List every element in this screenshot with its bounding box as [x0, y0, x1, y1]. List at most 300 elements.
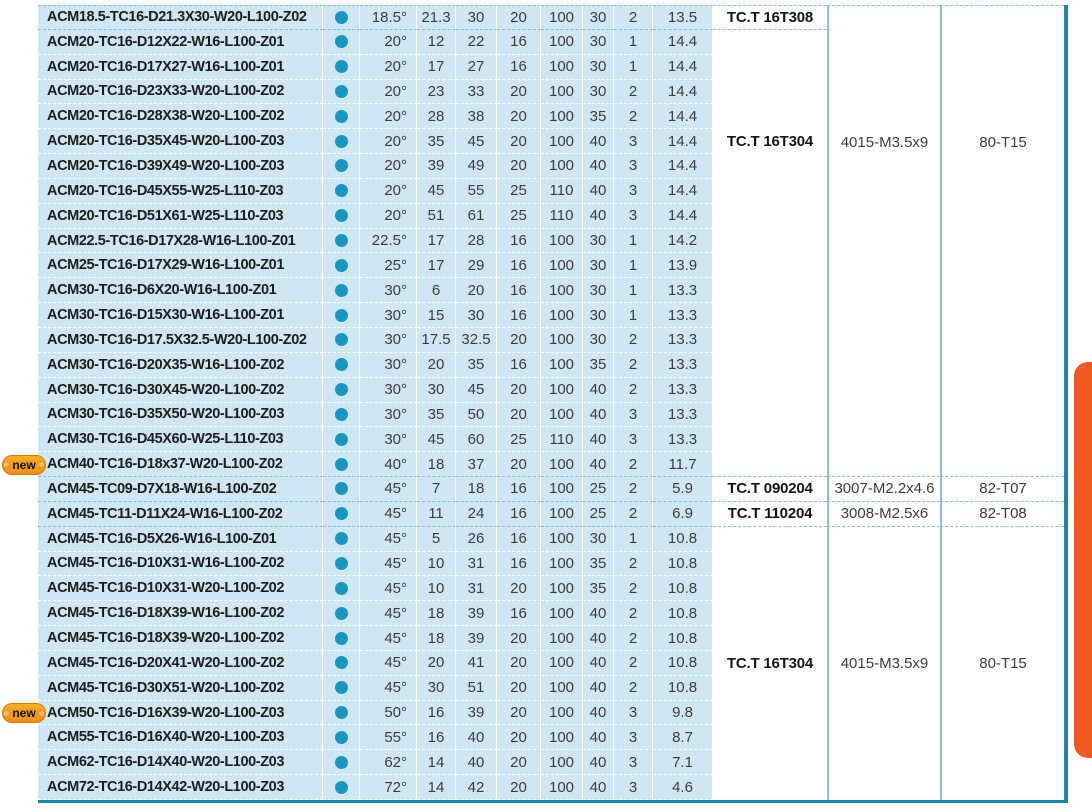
screw-label: 4015-M3.5x9 — [840, 133, 929, 151]
cell-d: 18 — [417, 626, 456, 651]
availability-dot — [335, 731, 348, 744]
cell-d: 16 — [417, 701, 456, 726]
cell-D: 22 — [456, 30, 497, 55]
cell-dot — [323, 502, 360, 527]
cell-D: 26 — [456, 527, 497, 552]
cell-L: 100 — [541, 502, 583, 527]
cell-D: 20 — [456, 278, 497, 303]
cell-D: 18 — [456, 477, 497, 502]
cell-z: 3 — [614, 179, 653, 204]
cell-D: 40 — [456, 750, 497, 775]
new-badge — [2, 703, 46, 723]
availability-dot — [335, 681, 348, 694]
insert-label: TC.T 110204 — [727, 505, 813, 523]
cell-d: 6 — [417, 278, 456, 303]
cell-W: 16 — [497, 353, 541, 378]
new-badge-label: new — [12, 457, 36, 472]
cell-L: 100 — [541, 477, 583, 502]
merged-cell-key — [940, 502, 1064, 527]
cell-z: 1 — [614, 30, 653, 55]
cell-W: 20 — [497, 154, 541, 179]
cell-dot — [323, 229, 360, 254]
cell-D: 31 — [456, 576, 497, 601]
cell-ap: 30 — [583, 229, 614, 254]
cell-W: 20 — [497, 676, 541, 701]
cell-W: 20 — [497, 750, 541, 775]
cell-ap: 40 — [583, 179, 614, 204]
cell-wt: 6.9 — [653, 502, 713, 527]
cell-wt: 14.4 — [653, 129, 713, 154]
cell-wt: 14.4 — [653, 204, 713, 229]
cell-d: 17 — [417, 229, 456, 254]
availability-dot — [335, 656, 348, 669]
cell-wt: 10.8 — [653, 601, 713, 626]
cell-d: 51 — [417, 204, 456, 229]
availability-dot — [335, 632, 348, 645]
cell-z: 3 — [614, 775, 653, 800]
cell-angle: 55° — [360, 725, 417, 750]
cell-W: 20 — [497, 328, 541, 353]
cell-code: ACM20-TC16-D28X38-W20-L100-Z02 — [38, 104, 323, 129]
cell-z: 2 — [614, 576, 653, 601]
insert-label: TC.T 090204 — [727, 480, 813, 498]
cell-W: 25 — [497, 427, 541, 452]
cell-angle: 45° — [360, 552, 417, 577]
insert-label: TC.T 16T308 — [726, 8, 814, 26]
cell-W: 16 — [497, 527, 541, 552]
merged-cell-insert — [713, 5, 827, 30]
cell-W: 20 — [497, 626, 541, 651]
cell-ap: 35 — [583, 353, 614, 378]
cell-wt: 10.8 — [653, 552, 713, 577]
cell-d: 21.3 — [417, 5, 456, 30]
cell-z: 3 — [614, 701, 653, 726]
cell-wt: 10.8 — [653, 651, 713, 676]
cell-wt: 13.3 — [653, 303, 713, 328]
cell-d: 17 — [417, 55, 456, 80]
screw-label: 3007-M2.2x4.6 — [834, 480, 935, 498]
cell-ap: 25 — [583, 477, 614, 502]
availability-dot — [335, 135, 348, 148]
availability-dot — [335, 358, 348, 371]
cell-angle: 20° — [360, 55, 417, 80]
cell-W: 16 — [497, 253, 541, 278]
cell-angle: 45° — [360, 626, 417, 651]
cell-ap: 30 — [583, 527, 614, 552]
cell-dot — [323, 353, 360, 378]
cell-z: 1 — [614, 55, 653, 80]
cell-angle: 40° — [360, 452, 417, 477]
cell-angle: 20° — [360, 80, 417, 105]
cell-code: ACM30-TC16-D30X45-W20-L100-Z02 — [38, 378, 323, 403]
cell-code: ACM30-TC16-D15X30-W16-L100-Z01 — [38, 303, 323, 328]
cell-L: 100 — [541, 303, 583, 328]
availability-dot — [335, 706, 348, 719]
availability-dot — [335, 582, 348, 595]
cell-ap: 25 — [583, 502, 614, 527]
cell-z: 3 — [614, 154, 653, 179]
cell-z: 2 — [614, 601, 653, 626]
cell-angle: 25° — [360, 253, 417, 278]
cell-L: 100 — [541, 80, 583, 105]
cell-D: 28 — [456, 229, 497, 254]
cell-wt: 14.4 — [653, 154, 713, 179]
cell-ap: 40 — [583, 378, 614, 403]
cell-ap: 30 — [583, 55, 614, 80]
cell-dot — [323, 452, 360, 477]
cell-D: 42 — [456, 775, 497, 800]
cell-dot — [323, 204, 360, 229]
cell-z: 2 — [614, 651, 653, 676]
cell-W: 20 — [497, 725, 541, 750]
cell-W: 16 — [497, 601, 541, 626]
cell-W: 25 — [497, 179, 541, 204]
cell-L: 100 — [541, 154, 583, 179]
cell-dot — [323, 30, 360, 55]
page-edge-tab — [1074, 362, 1092, 758]
cell-wt: 13.3 — [653, 403, 713, 428]
cell-D: 49 — [456, 154, 497, 179]
cell-z: 3 — [614, 427, 653, 452]
cell-code: ACM25-TC16-D17X29-W16-L100-Z01 — [38, 253, 323, 278]
cell-ap: 35 — [583, 104, 614, 129]
cell-angle: 30° — [360, 403, 417, 428]
cell-wt: 13.3 — [653, 328, 713, 353]
cell-L: 100 — [541, 626, 583, 651]
cell-W: 20 — [497, 701, 541, 726]
cell-ap: 30 — [583, 30, 614, 55]
cell-W: 16 — [497, 502, 541, 527]
cell-W: 20 — [497, 80, 541, 105]
cell-angle: 50° — [360, 701, 417, 726]
cell-L: 100 — [541, 651, 583, 676]
key-label: 82-T08 — [979, 505, 1027, 523]
cell-code: ACM20-TC16-D23X33-W20-L100-Z02 — [38, 80, 323, 105]
availability-dot — [335, 458, 348, 471]
availability-dot — [335, 60, 348, 73]
cell-ap: 40 — [583, 626, 614, 651]
cell-D: 39 — [456, 626, 497, 651]
cell-z: 2 — [614, 626, 653, 651]
cell-L: 100 — [541, 55, 583, 80]
cell-d: 17.5 — [417, 328, 456, 353]
cell-D: 40 — [456, 725, 497, 750]
cell-wt: 7.1 — [653, 750, 713, 775]
cell-z: 3 — [614, 750, 653, 775]
badge-ornament-icon — [3, 710, 10, 717]
availability-dot — [335, 756, 348, 769]
cell-ap: 35 — [583, 552, 614, 577]
cell-code: ACM30-TC16-D45X60-W25-L110-Z03 — [38, 427, 323, 452]
cell-ap: 35 — [583, 576, 614, 601]
cell-wt: 10.8 — [653, 626, 713, 651]
cell-dot — [323, 378, 360, 403]
cell-L: 110 — [541, 204, 583, 229]
cell-code: ACM55-TC16-D16X40-W20-L100-Z03 — [38, 725, 323, 750]
cell-dot — [323, 303, 360, 328]
cell-L: 100 — [541, 452, 583, 477]
cell-d: 7 — [417, 477, 456, 502]
availability-dot — [335, 85, 348, 98]
cell-angle: 22.5° — [360, 229, 417, 254]
cell-D: 33 — [456, 80, 497, 105]
cell-code: ACM20-TC16-D45X55-W25-L110-Z03 — [38, 179, 323, 204]
cell-ap: 40 — [583, 775, 614, 800]
merged-cell-key — [940, 5, 1064, 477]
cell-d: 45 — [417, 427, 456, 452]
cell-D: 27 — [456, 55, 497, 80]
availability-dot — [335, 507, 348, 520]
cell-L: 100 — [541, 278, 583, 303]
cell-L: 100 — [541, 353, 583, 378]
availability-dot — [335, 383, 348, 396]
cell-dot — [323, 104, 360, 129]
badge-ornament-icon — [38, 710, 45, 717]
cell-d: 11 — [417, 502, 456, 527]
cell-z: 1 — [614, 253, 653, 278]
cell-d: 10 — [417, 552, 456, 577]
cell-L: 110 — [541, 427, 583, 452]
cell-L: 100 — [541, 253, 583, 278]
cell-L: 100 — [541, 328, 583, 353]
cell-code: ACM45-TC16-D30X51-W20-L100-Z02 — [38, 676, 323, 701]
cell-code: ACM45-TC16-D5X26-W16-L100-Z01 — [38, 527, 323, 552]
cell-dot — [323, 576, 360, 601]
cell-L: 100 — [541, 527, 583, 552]
cell-D: 31 — [456, 552, 497, 577]
cell-code: ACM50-TC16-D16X39-W20-L100-Z03 — [38, 701, 323, 726]
cell-code: ACM45-TC11-D11X24-W16-L100-Z02 — [38, 502, 323, 527]
cell-W: 20 — [497, 651, 541, 676]
availability-dot — [335, 11, 348, 24]
cell-ap: 40 — [583, 403, 614, 428]
cell-angle: 20° — [360, 154, 417, 179]
cell-L: 100 — [541, 129, 583, 154]
cell-angle: 30° — [360, 378, 417, 403]
cell-dot — [323, 80, 360, 105]
cell-W: 20 — [497, 452, 541, 477]
cell-L: 100 — [541, 5, 583, 30]
insert-label: TC.T 16T304 — [726, 132, 814, 150]
cell-angle: 30° — [360, 303, 417, 328]
cell-d: 35 — [417, 403, 456, 428]
cell-ap: 30 — [583, 5, 614, 30]
cell-L: 100 — [541, 775, 583, 800]
cell-dot — [323, 750, 360, 775]
availability-dot — [335, 607, 348, 620]
cell-D: 38 — [456, 104, 497, 129]
cell-z: 1 — [614, 527, 653, 552]
cell-W: 20 — [497, 775, 541, 800]
cell-D: 37 — [456, 452, 497, 477]
cell-z: 3 — [614, 129, 653, 154]
cell-code: ACM18.5-TC16-D21.3X30-W20-L100-Z02 — [38, 5, 323, 30]
cell-L: 100 — [541, 601, 583, 626]
cell-z: 2 — [614, 477, 653, 502]
cell-d: 18 — [417, 601, 456, 626]
availability-dot — [335, 532, 348, 545]
cell-ap: 40 — [583, 676, 614, 701]
cell-code: ACM45-TC16-D18X39-W20-L100-Z02 — [38, 626, 323, 651]
cell-angle: 20° — [360, 179, 417, 204]
availability-dot — [335, 184, 348, 197]
cell-ap: 40 — [583, 651, 614, 676]
cell-dot — [323, 701, 360, 726]
cell-code: ACM40-TC16-D18x37-W20-L100-Z02 — [38, 452, 323, 477]
availability-dot — [335, 482, 348, 495]
cell-d: 23 — [417, 80, 456, 105]
availability-dot — [335, 557, 348, 570]
key-label: 80-T15 — [979, 133, 1027, 151]
cell-angle: 20° — [360, 204, 417, 229]
cell-L: 100 — [541, 576, 583, 601]
availability-dot — [335, 408, 348, 421]
cell-dot — [323, 129, 360, 154]
cell-W: 16 — [497, 477, 541, 502]
cell-wt: 13.3 — [653, 378, 713, 403]
cell-wt: 10.8 — [653, 527, 713, 552]
cell-L: 100 — [541, 750, 583, 775]
availability-dot — [335, 209, 348, 222]
cell-W: 20 — [497, 378, 541, 403]
cell-code: ACM20-TC16-D35X45-W20-L100-Z03 — [38, 129, 323, 154]
badge-ornament-icon — [38, 461, 45, 468]
key-label: 80-T15 — [979, 654, 1027, 672]
cell-dot — [323, 154, 360, 179]
cell-code: ACM20-TC16-D12X22-W16-L100-Z01 — [38, 30, 323, 55]
merged-cell-screw — [827, 5, 940, 477]
availability-dot — [335, 781, 348, 794]
cell-code: ACM20-TC16-D17X27-W16-L100-Z01 — [38, 55, 323, 80]
availability-dot — [335, 284, 348, 297]
cell-angle: 45° — [360, 676, 417, 701]
cell-z: 2 — [614, 104, 653, 129]
cell-angle: 45° — [360, 601, 417, 626]
cell-wt: 13.3 — [653, 353, 713, 378]
cell-D: 39 — [456, 601, 497, 626]
cell-ap: 40 — [583, 427, 614, 452]
cell-ap: 40 — [583, 452, 614, 477]
availability-dot — [335, 333, 348, 346]
cell-W: 16 — [497, 552, 541, 577]
cell-L: 100 — [541, 30, 583, 55]
cell-angle: 45° — [360, 651, 417, 676]
cell-d: 30 — [417, 378, 456, 403]
cell-ap: 30 — [583, 278, 614, 303]
cell-D: 50 — [456, 403, 497, 428]
cell-L: 100 — [541, 676, 583, 701]
cell-ap: 40 — [583, 701, 614, 726]
cell-wt: 9.8 — [653, 701, 713, 726]
cell-W: 16 — [497, 229, 541, 254]
cell-dot — [323, 775, 360, 800]
cell-W: 16 — [497, 55, 541, 80]
cell-L: 100 — [541, 104, 583, 129]
cell-angle: 30° — [360, 427, 417, 452]
cell-angle: 45° — [360, 477, 417, 502]
cell-wt: 13.3 — [653, 427, 713, 452]
cell-D: 61 — [456, 204, 497, 229]
merged-cell-key — [940, 527, 1064, 800]
cell-D: 39 — [456, 701, 497, 726]
cell-D: 45 — [456, 378, 497, 403]
cell-L: 100 — [541, 403, 583, 428]
cell-d: 45 — [417, 179, 456, 204]
cell-d: 17 — [417, 253, 456, 278]
cell-L: 100 — [541, 378, 583, 403]
cell-z: 1 — [614, 229, 653, 254]
merged-cell-insert — [713, 477, 827, 502]
cell-angle: 30° — [360, 328, 417, 353]
cell-code: ACM45-TC16-D18X39-W16-L100-Z02 — [38, 601, 323, 626]
cell-ap: 40 — [583, 129, 614, 154]
cell-D: 60 — [456, 427, 497, 452]
cell-dot — [323, 601, 360, 626]
cell-angle: 45° — [360, 502, 417, 527]
availability-dot — [335, 259, 348, 272]
cell-ap: 30 — [583, 80, 614, 105]
cell-L: 100 — [541, 229, 583, 254]
cell-z: 2 — [614, 80, 653, 105]
cell-ap: 40 — [583, 601, 614, 626]
cell-W: 20 — [497, 104, 541, 129]
cell-wt: 14.4 — [653, 80, 713, 105]
product-table — [38, 5, 1068, 803]
cell-d: 12 — [417, 30, 456, 55]
cell-W: 25 — [497, 204, 541, 229]
cell-L: 100 — [541, 725, 583, 750]
cell-D: 45 — [456, 129, 497, 154]
cell-angle: 30° — [360, 278, 417, 303]
cell-W: 16 — [497, 30, 541, 55]
cell-wt: 8.7 — [653, 725, 713, 750]
cell-z: 2 — [614, 452, 653, 477]
merged-cell-screw — [827, 477, 940, 502]
availability-dot — [335, 309, 348, 322]
cell-wt: 14.4 — [653, 179, 713, 204]
cell-code: ACM62-TC16-D14X40-W20-L100-Z03 — [38, 750, 323, 775]
cell-dot — [323, 278, 360, 303]
availability-dot — [335, 234, 348, 247]
cell-angle: 20° — [360, 30, 417, 55]
cell-d: 14 — [417, 750, 456, 775]
cell-z: 1 — [614, 278, 653, 303]
cell-dot — [323, 179, 360, 204]
cell-W: 20 — [497, 5, 541, 30]
cell-dot — [323, 328, 360, 353]
cell-L: 100 — [541, 701, 583, 726]
cell-z: 2 — [614, 378, 653, 403]
cell-d: 10 — [417, 576, 456, 601]
cell-angle: 45° — [360, 576, 417, 601]
cell-D: 30 — [456, 5, 497, 30]
cell-ap: 40 — [583, 725, 614, 750]
cell-wt: 14.4 — [653, 30, 713, 55]
cell-z: 2 — [614, 5, 653, 30]
merged-cell-insert — [713, 30, 827, 477]
cell-W: 16 — [497, 278, 541, 303]
cell-dot — [323, 253, 360, 278]
cell-d: 35 — [417, 129, 456, 154]
cell-code: ACM72-TC16-D14X42-W20-L100-Z03 — [38, 775, 323, 800]
cell-d: 18 — [417, 452, 456, 477]
cell-dot — [323, 5, 360, 30]
merged-cell-insert — [713, 502, 827, 527]
cell-z: 3 — [614, 725, 653, 750]
cell-wt: 5.9 — [653, 477, 713, 502]
cell-d: 39 — [417, 154, 456, 179]
cell-d: 20 — [417, 651, 456, 676]
